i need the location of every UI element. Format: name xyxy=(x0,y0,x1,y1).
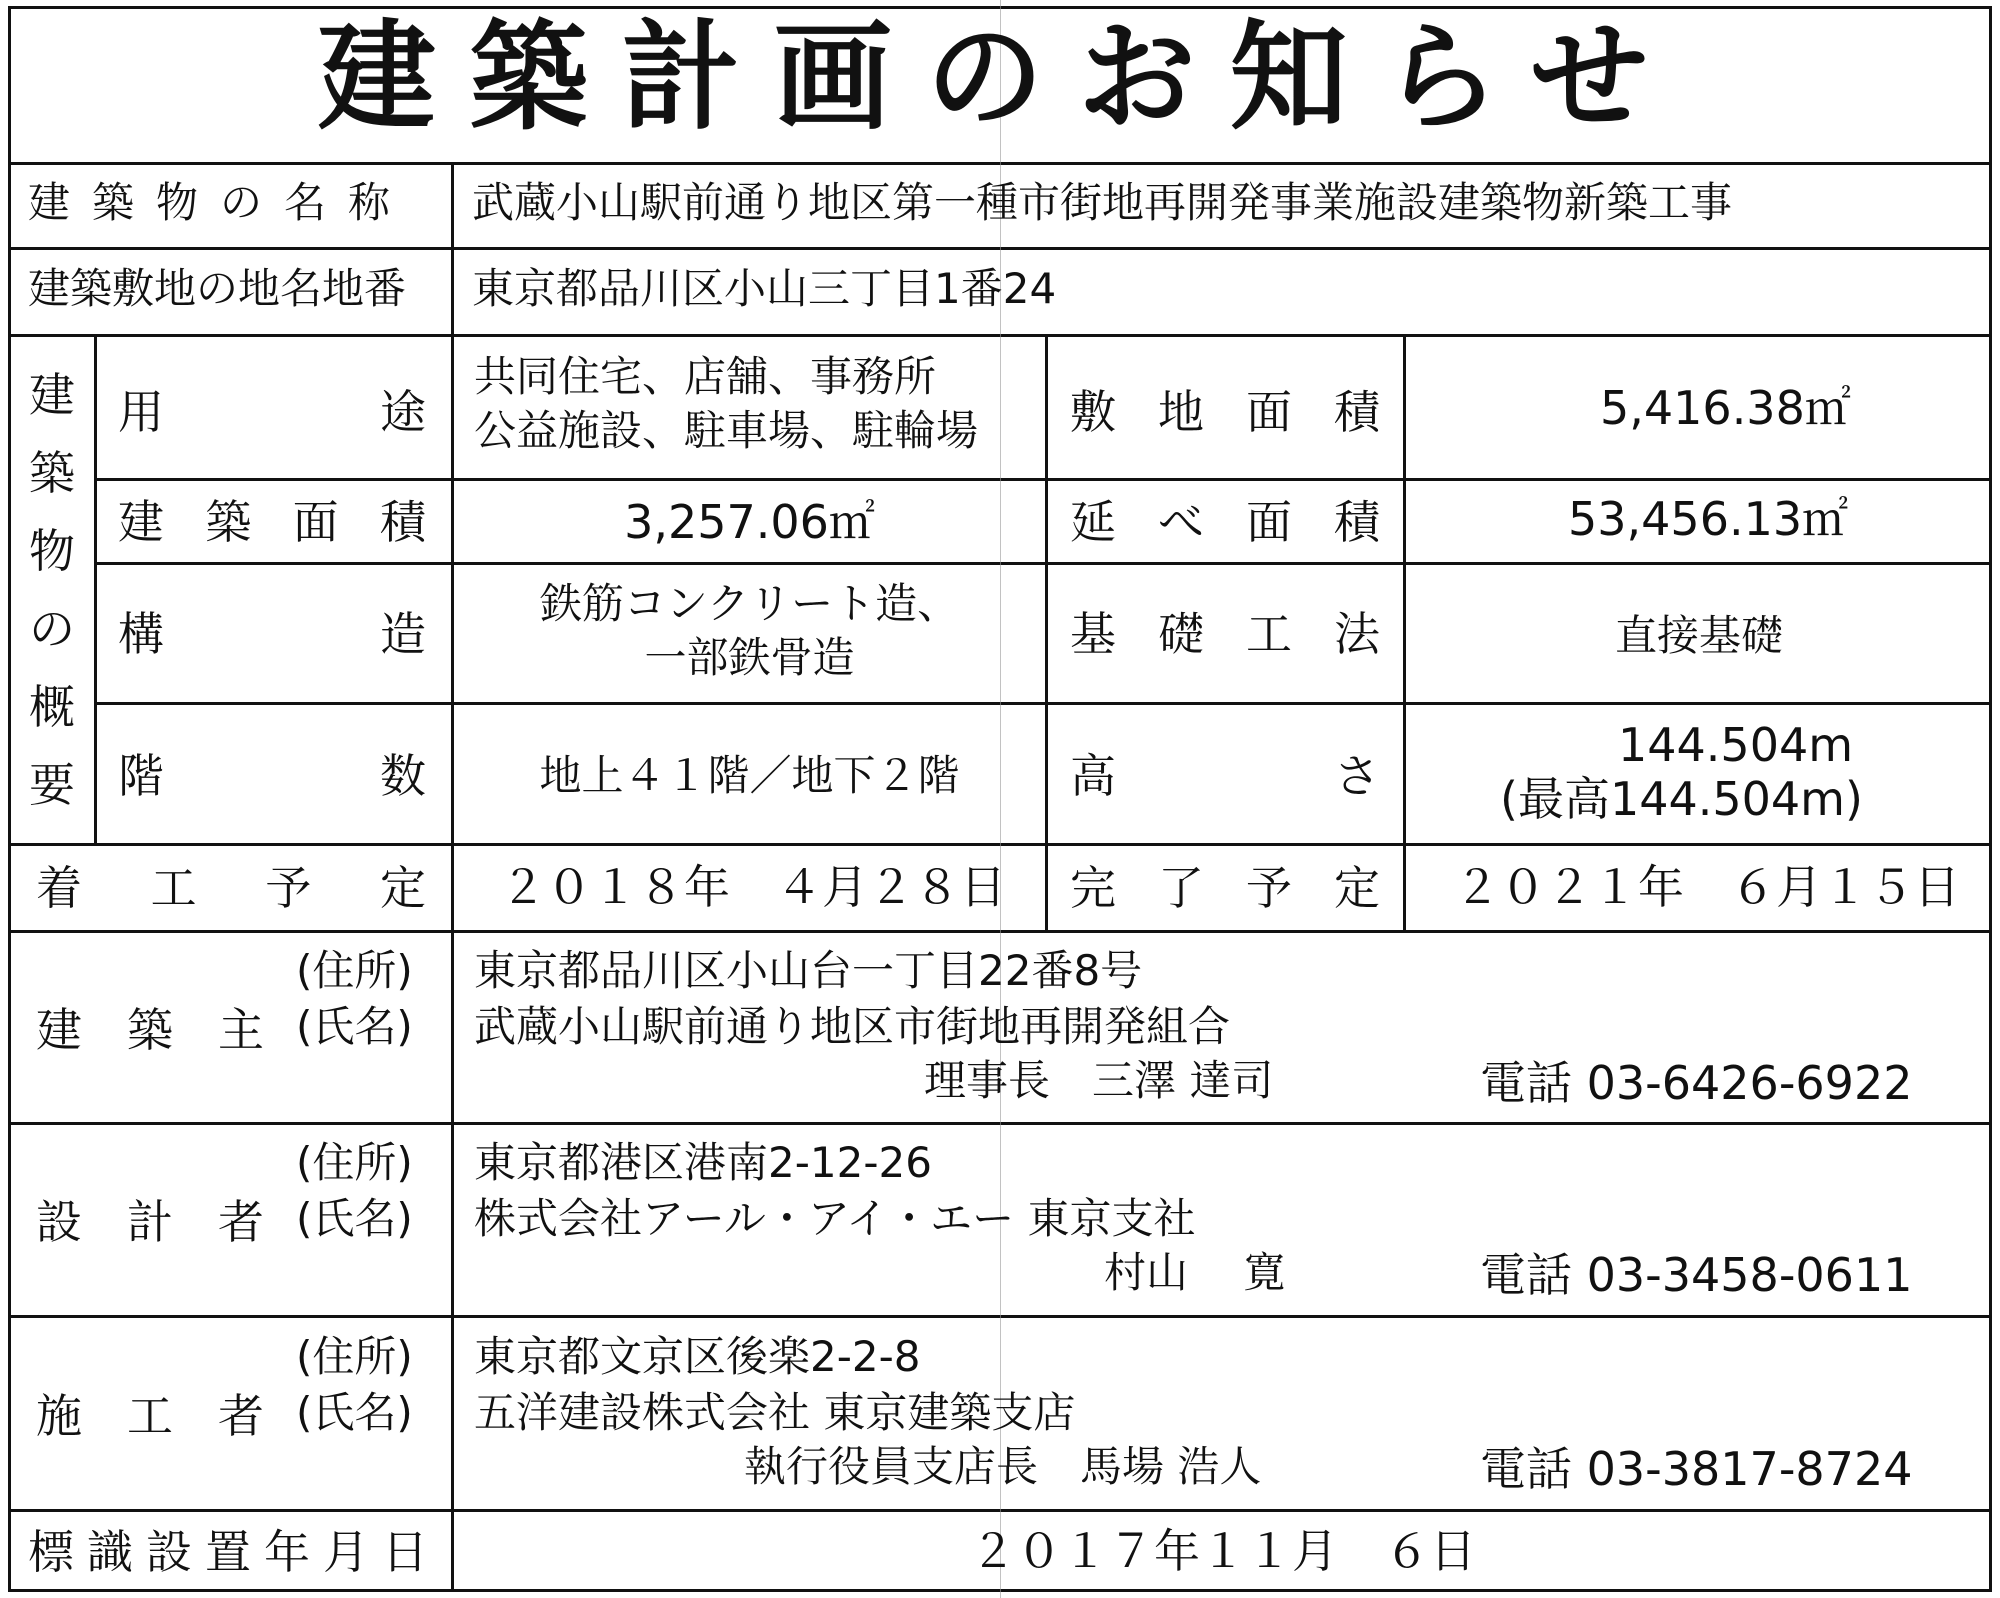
site-address-value: 東京都品川区小山三丁目1番24 xyxy=(472,264,1057,313)
floors-label: 階 数 xyxy=(118,749,426,803)
start-date-value: ２０１８年 ４月２８日 xyxy=(500,860,1006,914)
designer-phone: 電話 03-3458-0611 xyxy=(1480,1248,1913,1302)
foundation-value: 直接基礎 xyxy=(1614,611,1783,660)
floors-value: 地上４１階／地下２階 xyxy=(539,751,960,800)
divider xyxy=(94,334,97,843)
owner-address: 東京都品川区小山台一丁目22番8号 xyxy=(474,946,1143,995)
contractor-phone: 電話 03-3817-8724 xyxy=(1480,1442,1913,1496)
contractor-person: 執行役員支店長 馬場 浩人 xyxy=(744,1442,1262,1491)
foundation-label: 基 礎 工 法 xyxy=(1070,607,1380,661)
site-area-label: 敷 地 面 積 xyxy=(1070,385,1380,439)
divider xyxy=(451,162,454,1592)
building-area-label: 建 築 面 積 xyxy=(118,495,426,549)
designer-name-tag: (氏名) xyxy=(296,1194,413,1243)
building-area-value: 3,257.06㎡ xyxy=(624,495,875,549)
end-date-value: ２０２１年 ６月１５日 xyxy=(1454,860,1960,914)
start-date-label: 着 工 予 定 xyxy=(36,861,426,915)
owner-person: 理事長 三澤 達司 xyxy=(924,1056,1274,1105)
contractor-name-tag: (氏名) xyxy=(296,1388,413,1437)
designer-address: 東京都港区港南2-12-26 xyxy=(474,1138,932,1187)
structure-value-line-2: 一部鉄骨造 xyxy=(644,633,855,682)
designer-role-label: 設 計 者 xyxy=(36,1195,264,1249)
building-name-value: 武蔵小山駅前通り地区第一種市街地再開発事業施設建築物新築工事 xyxy=(472,178,1733,227)
building-name-label: 建築物の名称 xyxy=(28,178,413,227)
divider xyxy=(1045,334,1048,930)
use-label: 用 途 xyxy=(118,385,426,439)
page-title: 建築計画のお知らせ xyxy=(317,8,1683,146)
divider xyxy=(94,562,1992,565)
structure-label: 構 造 xyxy=(118,607,426,661)
owner-phone: 電話 03-6426-6922 xyxy=(1480,1056,1913,1110)
overview-side-label: 建 築 物 の 概 要 xyxy=(29,368,75,812)
designer-address-tag: (住所) xyxy=(296,1138,413,1187)
height-value-line-2: (最高144.504m) xyxy=(1500,772,1863,826)
total-floor-area-label: 延 べ 面 積 xyxy=(1070,495,1380,549)
use-value-line-1: 共同住宅、店舗、事務所 xyxy=(474,352,937,401)
site-area-value: 5,416.38㎡ xyxy=(1600,381,1851,435)
contractor-address-tag: (住所) xyxy=(296,1332,413,1381)
contractor-address: 東京都文京区後楽2-2-8 xyxy=(474,1332,921,1381)
posted-date-label: 標 識 設 置 年 月 日 xyxy=(28,1525,428,1579)
owner-role-label: 建 築 主 xyxy=(36,1003,264,1057)
site-address-label: 建築敷地の地名地番 xyxy=(28,264,407,313)
contractor-role-label: 施 工 者 xyxy=(36,1389,264,1443)
structure-value-line-1: 鉄筋コンクリート造、 xyxy=(539,579,960,628)
total-floor-area-value: 53,456.13㎡ xyxy=(1568,492,1849,546)
owner-address-tag: (住所) xyxy=(296,946,413,995)
use-value-line-2: 公益施設、駐車場、駐輪場 xyxy=(474,406,979,455)
height-label: 高 さ xyxy=(1070,749,1380,803)
designer-person: 村山 寛 xyxy=(1104,1248,1286,1297)
designer-name: 株式会社アール・アイ・エー 東京支社 xyxy=(474,1194,1196,1243)
owner-name-tag: (氏名) xyxy=(296,1002,413,1051)
contractor-name: 五洋建設株式会社 東京建築支店 xyxy=(474,1388,1076,1437)
posted-date-value: ２０１７年１１月 ６日 xyxy=(970,1524,1476,1578)
end-date-label: 完 了 予 定 xyxy=(1070,861,1380,915)
divider xyxy=(94,702,1992,705)
height-value-line-1: 144.504m xyxy=(1618,718,1854,772)
divider xyxy=(94,478,1992,481)
owner-name: 武蔵小山駅前通り地区市街地再開発組合 xyxy=(474,1002,1231,1051)
